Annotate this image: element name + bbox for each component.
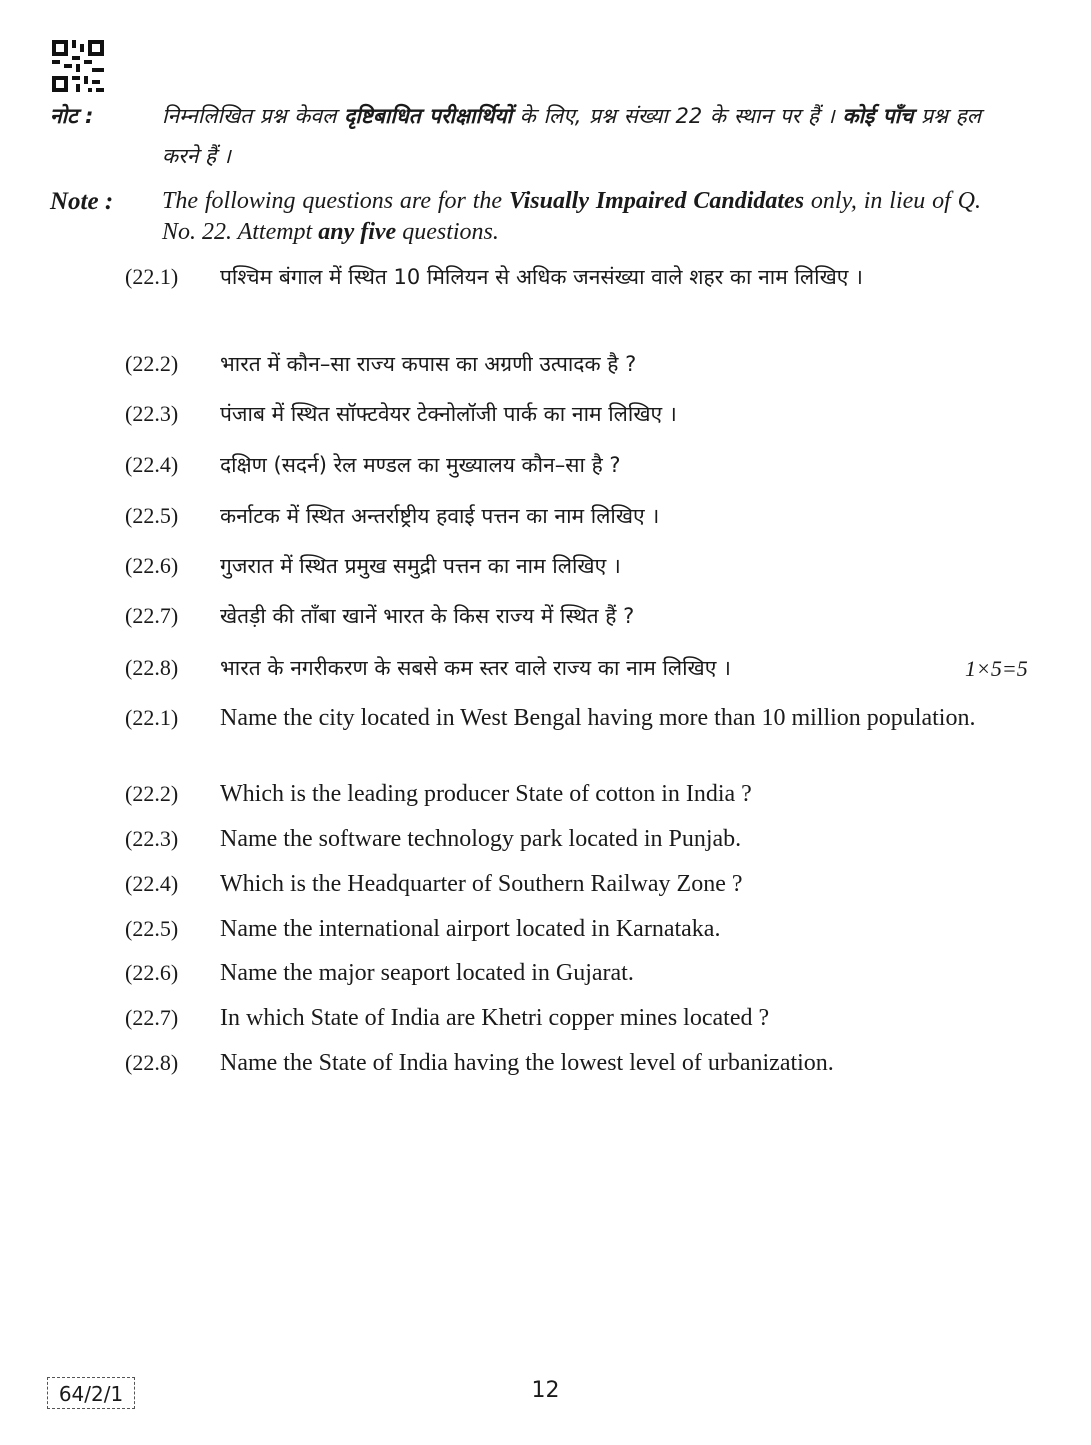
question-number: (22.5) xyxy=(125,503,179,528)
question-text: Which is the Headquarter of Southern Railway Zone ? xyxy=(220,871,743,897)
question-number: (22.8) xyxy=(125,1050,179,1075)
paper-code: 64/2/1 xyxy=(47,1377,135,1409)
question-item xyxy=(125,869,980,899)
english-note-text xyxy=(162,186,981,248)
question-item xyxy=(125,779,980,809)
english-note-segment: only, in lieu of Q. No. 22. Attempt xyxy=(162,188,981,245)
qr-code-icon xyxy=(52,40,104,92)
hindi-note-label: नोट : xyxy=(50,104,94,128)
hindi-note xyxy=(50,96,981,176)
english-note xyxy=(50,186,981,248)
english-note-emphasis: Visually Impaired Candidates xyxy=(508,188,805,214)
question-text: खेतड़ी की ताँबा खानें भारत के किस राज्य में स्थित हैं ? xyxy=(220,604,635,628)
question-item xyxy=(125,447,980,483)
question-item xyxy=(125,548,980,584)
question-item xyxy=(125,914,980,944)
question-number: (22.8) xyxy=(125,655,179,680)
english-note-label: Note : xyxy=(50,188,114,215)
question-text: गुजरात में स्थित प्रमुख समुद्री पत्तन का नाम लिखिए । xyxy=(220,554,621,578)
question-text: Name the international airport located in Karnataka. xyxy=(220,916,721,942)
question-number: (22.3) xyxy=(125,826,179,851)
question-text: Name the software technology park located in Punjab. xyxy=(220,826,742,852)
question-number: (22.2) xyxy=(125,351,179,376)
question-item xyxy=(125,650,980,686)
question-item xyxy=(125,346,980,382)
hindi-note-emphasis: कोई पाँच xyxy=(842,104,914,128)
hindi-note-segment: निम्नलिखित प्रश्न केवल xyxy=(162,104,345,128)
question-text: Which is the leading producer State of cotton in India ? xyxy=(220,781,752,807)
hindi-note-text xyxy=(162,96,981,176)
hindi-note-segment: प्रश्न हल करने हैं । xyxy=(162,104,981,168)
question-number: (22.4) xyxy=(125,871,179,896)
question-text: भारत में कौन–सा राज्य कपास का अग्रणी उत्पादक है ? xyxy=(220,352,637,376)
marks-allocation: 1×5=5 xyxy=(965,656,1028,681)
question-number: (22.3) xyxy=(125,401,179,426)
question-number: (22.1) xyxy=(125,705,179,730)
question-text: In which State of India are Khetri copper mines located ? xyxy=(220,1005,770,1031)
english-note-segment: The following questions are for the xyxy=(162,188,509,214)
question-item xyxy=(125,498,980,534)
question-text: Name the State of India having the lowest level of urbanization. xyxy=(220,1050,834,1076)
question-text: दक्षिण (सदर्न) रेल मण्डल का मुख्यालय कौन–सा है ? xyxy=(220,453,621,477)
english-note-segment: questions. xyxy=(396,219,499,245)
question-text: पंजाब में स्थित सॉफ्टवेयर टेक्नोलॉजी पार्क का नाम लिखिए । xyxy=(220,402,677,426)
question-item xyxy=(125,824,980,854)
question-text: भारत के नगरीकरण के सबसे कम स्तर वाले राज्य का नाम लिखिए । xyxy=(220,656,731,680)
question-number: (22.7) xyxy=(125,603,179,628)
question-item xyxy=(125,1048,980,1078)
question-item xyxy=(125,598,980,634)
page-number: 12 xyxy=(531,1378,560,1403)
question-item xyxy=(125,259,980,295)
question-number: (22.6) xyxy=(125,553,179,578)
question-number: (22.5) xyxy=(125,916,179,941)
question-item xyxy=(125,703,980,733)
question-number: (22.4) xyxy=(125,452,179,477)
question-text: Name the major seaport located in Gujarat. xyxy=(220,960,634,986)
question-item xyxy=(125,396,980,432)
question-text: पश्चिम बंगाल में स्थित 10 मिलियन से अधिक जनसंख्या वाले शहर का नाम लिखिए । xyxy=(220,265,864,289)
hindi-note-emphasis: दृष्टिबाधित परीक्षार्थियों xyxy=(344,104,512,128)
question-number: (22.6) xyxy=(125,960,179,985)
question-text: Name the city located in West Bengal having more than 10 million population. xyxy=(220,705,976,731)
question-number: (22.1) xyxy=(125,264,179,289)
question-item xyxy=(125,958,980,988)
question-item xyxy=(125,1003,980,1033)
question-text: कर्नाटक में स्थित अन्तर्राष्ट्रीय हवाई पत्तन का नाम लिखिए । xyxy=(220,504,660,528)
question-number: (22.7) xyxy=(125,1005,179,1030)
hindi-note-segment: के लिए, प्रश्न संख्या 22 के स्थान पर हैं । xyxy=(511,104,843,128)
english-note-emphasis: any five xyxy=(318,219,397,245)
question-number: (22.2) xyxy=(125,781,179,806)
